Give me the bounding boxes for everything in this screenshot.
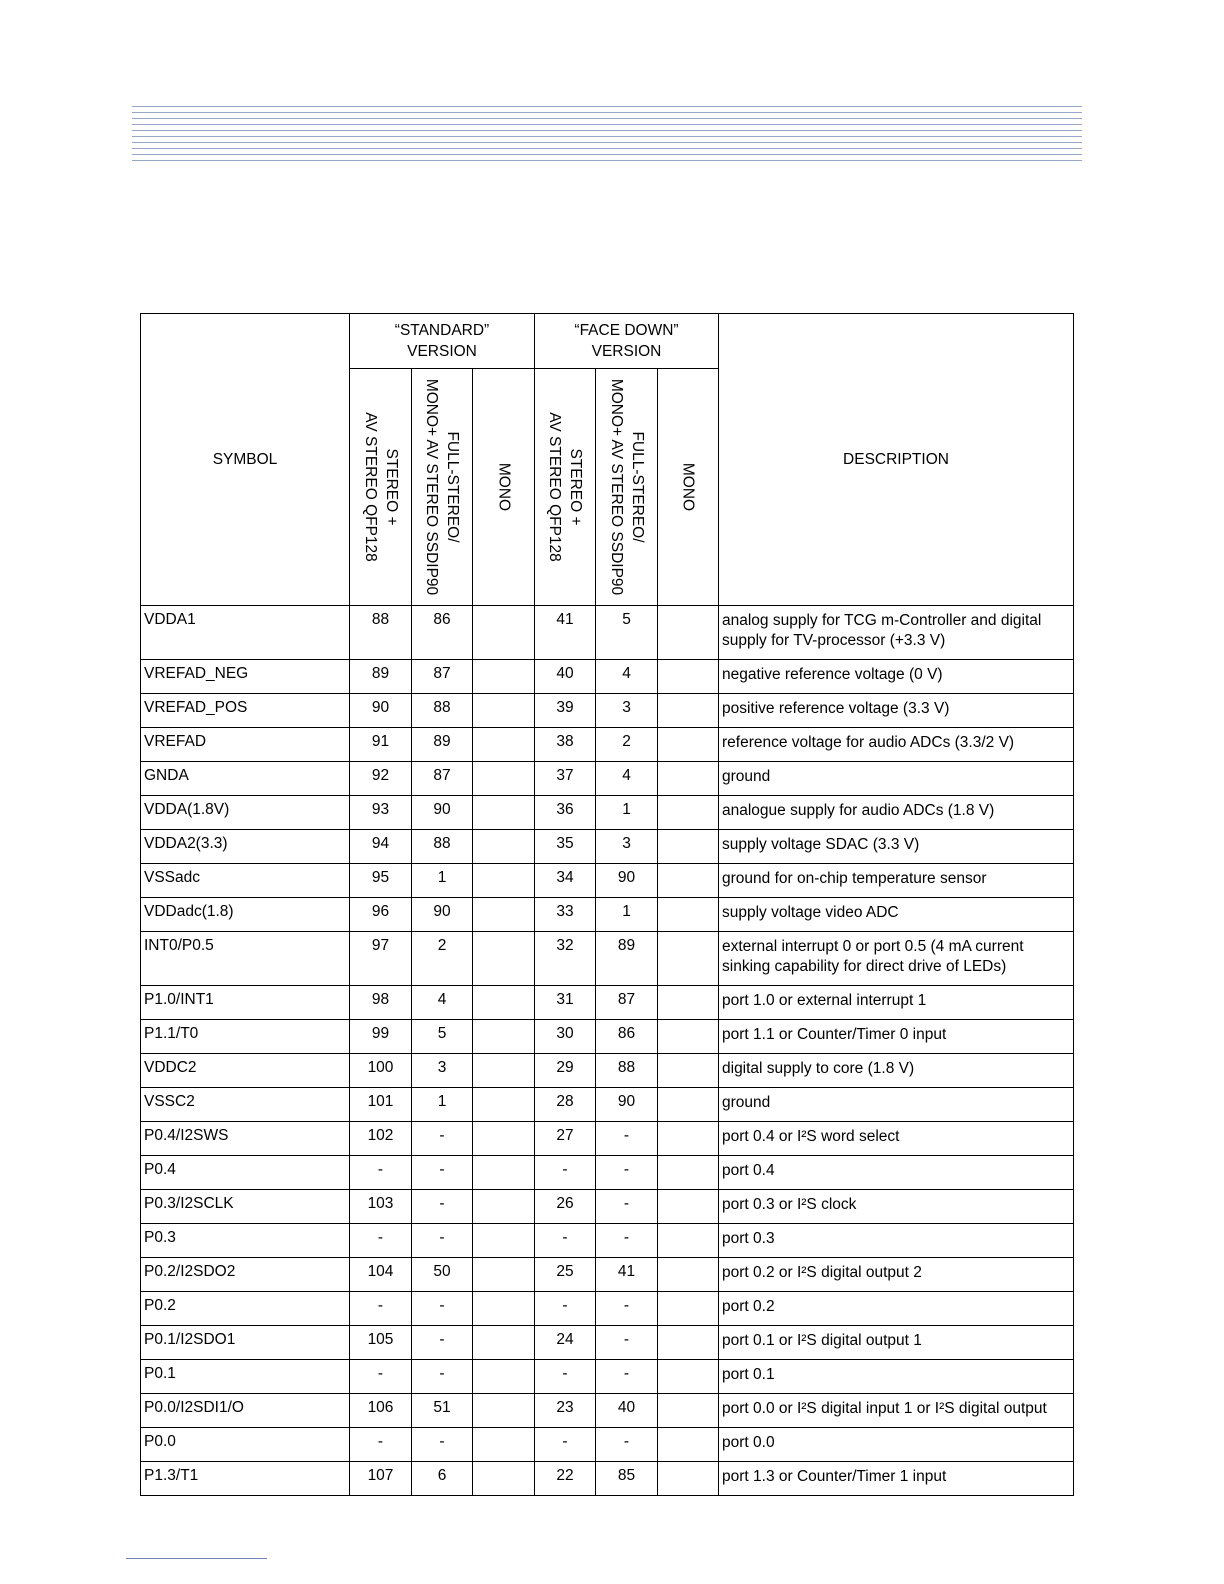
symbol-cell: VSSadc: [141, 864, 350, 898]
standard-mono-pin: [473, 660, 535, 694]
standard-mono-pin: [473, 606, 535, 660]
standard-mono-pin: [473, 1020, 535, 1054]
face-down-qfp128-pin: -: [535, 1360, 596, 1394]
symbol-cell: P0.3/I2SCLK: [141, 1190, 350, 1224]
standard-ssdip90-pin: 87: [412, 660, 473, 694]
col-standard-stereo-qfp128: STEREO + AV STEREO QFP128: [350, 369, 412, 606]
face-down-mono-pin: [658, 1428, 719, 1462]
face-down-mono-pin: [658, 898, 719, 932]
symbol-cell: P0.2: [141, 1292, 350, 1326]
col-face-down-stereo-qfp128: STEREO + AV STEREO QFP128: [535, 369, 596, 606]
pin-rows: [141, 606, 1074, 1496]
symbol-cell: VDDadc(1.8): [141, 898, 350, 932]
standard-mono-pin: [473, 1258, 535, 1292]
face-down-qfp128-pin: 37: [535, 762, 596, 796]
standard-mono-pin: [473, 1122, 535, 1156]
standard-ssdip90-pin: -: [412, 1122, 473, 1156]
pin-description-table: [140, 313, 1074, 1496]
symbol-cell: VDDA(1.8V): [141, 796, 350, 830]
symbol-cell: P0.1: [141, 1360, 350, 1394]
standard-ssdip90-pin: 87: [412, 762, 473, 796]
standard-qfp128-pin: -: [350, 1224, 412, 1258]
face-down-mono-pin: [658, 660, 719, 694]
standard-ssdip90-pin: -: [412, 1224, 473, 1258]
description-cell: reference voltage for audio ADCs (3.3/2 V): [719, 728, 1074, 762]
symbol-cell: P1.0/INT1: [141, 986, 350, 1020]
standard-qfp128-pin: 91: [350, 728, 412, 762]
face-down-qfp128-pin: -: [535, 1292, 596, 1326]
standard-qfp128-pin: 89: [350, 660, 412, 694]
face-down-mono-pin: [658, 1326, 719, 1360]
face-down-qfp128-pin: 34: [535, 864, 596, 898]
description-cell: port 0.0: [719, 1428, 1074, 1462]
standard-qfp128-pin: 104: [350, 1258, 412, 1292]
face-down-mono-pin: [658, 1258, 719, 1292]
face-down-qfp128-pin: 31: [535, 986, 596, 1020]
description-cell: ground: [719, 762, 1074, 796]
face-down-qfp128-pin: 27: [535, 1122, 596, 1156]
face-down-ssdip90-pin: -: [596, 1224, 658, 1258]
standard-qfp128-pin: 107: [350, 1462, 412, 1496]
face-down-ssdip90-pin: 4: [596, 762, 658, 796]
description-cell: negative reference voltage (0 V): [719, 660, 1074, 694]
face-down-mono-pin: [658, 694, 719, 728]
face-down-qfp128-pin: 28: [535, 1088, 596, 1122]
symbol-cell: VDDA2(3.3): [141, 830, 350, 864]
face-down-mono-pin: [658, 1224, 719, 1258]
face-down-qfp128-pin: 25: [535, 1258, 596, 1292]
standard-ssdip90-pin: -: [412, 1428, 473, 1462]
standard-qfp128-pin: 100: [350, 1054, 412, 1088]
face-down-qfp128-pin: 38: [535, 728, 596, 762]
standard-ssdip90-pin: 88: [412, 830, 473, 864]
description-cell: port 0.4 or I²S word select: [719, 1122, 1074, 1156]
face-down-qfp128-pin: -: [535, 1224, 596, 1258]
table-row: [141, 1394, 1074, 1428]
symbol-cell: P0.4/I2SWS: [141, 1122, 350, 1156]
face-down-qfp128-pin: 40: [535, 660, 596, 694]
face-down-qfp128-pin: -: [535, 1428, 596, 1462]
standard-ssdip90-pin: 6: [412, 1462, 473, 1496]
standard-mono-pin: [473, 1394, 535, 1428]
symbol-cell: P1.3/T1: [141, 1462, 350, 1496]
table-row: [141, 1020, 1074, 1054]
face-down-ssdip90-pin: -: [596, 1190, 658, 1224]
standard-ssdip90-pin: 89: [412, 728, 473, 762]
table-row: [141, 1224, 1074, 1258]
face-down-mono-pin: [658, 728, 719, 762]
symbol-cell: P1.1/T0: [141, 1020, 350, 1054]
standard-qfp128-pin: 97: [350, 932, 412, 986]
face-down-ssdip90-pin: 89: [596, 932, 658, 986]
face-down-mono-pin: [658, 1088, 719, 1122]
face-down-qfp128-pin: 22: [535, 1462, 596, 1496]
standard-qfp128-pin: 92: [350, 762, 412, 796]
table-row: [141, 728, 1074, 762]
standard-ssdip90-pin: 2: [412, 932, 473, 986]
standard-qfp128-pin: 102: [350, 1122, 412, 1156]
standard-qfp128-pin: 98: [350, 986, 412, 1020]
face-down-ssdip90-pin: 1: [596, 796, 658, 830]
description-cell: port 0.2: [719, 1292, 1074, 1326]
standard-ssdip90-pin: 3: [412, 1054, 473, 1088]
standard-mono-pin: [473, 728, 535, 762]
description-cell: analog supply for TCG m-Controller and digital supply for TV-processor (+3.3 V): [719, 606, 1074, 660]
face-down-ssdip90-pin: 5: [596, 606, 658, 660]
table-row: [141, 660, 1074, 694]
table-row: [141, 1122, 1074, 1156]
standard-mono-pin: [473, 986, 535, 1020]
standard-ssdip90-pin: 86: [412, 606, 473, 660]
table-row: [141, 1054, 1074, 1088]
face-down-qfp128-pin: 23: [535, 1394, 596, 1428]
standard-ssdip90-pin: 1: [412, 864, 473, 898]
standard-qfp128-pin: -: [350, 1428, 412, 1462]
standard-ssdip90-pin: 51: [412, 1394, 473, 1428]
symbol-cell: VREFAD_NEG: [141, 660, 350, 694]
face-down-ssdip90-pin: 1: [596, 898, 658, 932]
description-cell: port 0.4: [719, 1156, 1074, 1190]
symbol-cell: P0.1/I2SDO1: [141, 1326, 350, 1360]
standard-ssdip90-pin: 1: [412, 1088, 473, 1122]
standard-mono-pin: [473, 1224, 535, 1258]
face-down-qfp128-pin: 36: [535, 796, 596, 830]
table-row: [141, 1326, 1074, 1360]
face-down-ssdip90-pin: 88: [596, 1054, 658, 1088]
face-down-ssdip90-pin: -: [596, 1326, 658, 1360]
face-down-qfp128-pin: 35: [535, 830, 596, 864]
table-row: [141, 1258, 1074, 1292]
face-down-ssdip90-pin: 3: [596, 694, 658, 728]
table-row: [141, 932, 1074, 986]
standard-qfp128-pin: 105: [350, 1326, 412, 1360]
face-down-mono-pin: [658, 830, 719, 864]
description-cell: port 0.0 or I²S digital input 1 or I²S digital output: [719, 1394, 1074, 1428]
table-row: [141, 694, 1074, 728]
face-down-ssdip90-pin: 4: [596, 660, 658, 694]
symbol-cell: VDDA1: [141, 606, 350, 660]
standard-mono-pin: [473, 898, 535, 932]
face-down-mono-pin: [658, 986, 719, 1020]
description-header: DESCRIPTION: [719, 314, 1074, 606]
table-row: [141, 986, 1074, 1020]
standard-ssdip90-pin: -: [412, 1292, 473, 1326]
footer-rule: [126, 1558, 267, 1559]
table-row: [141, 606, 1074, 660]
standard-qfp128-pin: -: [350, 1156, 412, 1190]
standard-mono-pin: [473, 830, 535, 864]
table-row: [141, 1088, 1074, 1122]
symbol-cell: VREFAD_POS: [141, 694, 350, 728]
standard-mono-pin: [473, 1428, 535, 1462]
standard-mono-pin: [473, 1462, 535, 1496]
table-row: [141, 898, 1074, 932]
table-row: [141, 1292, 1074, 1326]
standard-qfp128-pin: -: [350, 1360, 412, 1394]
face-down-qfp128-pin: 24: [535, 1326, 596, 1360]
symbol-cell: P0.0: [141, 1428, 350, 1462]
face-down-ssdip90-pin: 87: [596, 986, 658, 1020]
table-row: [141, 796, 1074, 830]
standard-mono-pin: [473, 1326, 535, 1360]
standard-ssdip90-pin: -: [412, 1360, 473, 1394]
face-down-ssdip90-pin: 40: [596, 1394, 658, 1428]
standard-qfp128-pin: 99: [350, 1020, 412, 1054]
face-down-mono-pin: [658, 1190, 719, 1224]
standard-mono-pin: [473, 1360, 535, 1394]
standard-mono-pin: [473, 694, 535, 728]
standard-ssdip90-pin: 88: [412, 694, 473, 728]
face-down-ssdip90-pin: 85: [596, 1462, 658, 1496]
face-down-mono-pin: [658, 1360, 719, 1394]
symbol-cell: VDDC2: [141, 1054, 350, 1088]
col-face-down-mono: MONO: [658, 369, 719, 606]
face-down-ssdip90-pin: 3: [596, 830, 658, 864]
col-standard-mono: MONO: [473, 369, 535, 606]
col-standard-ssdip90: FULL-STEREO/ MONO+ AV STEREO SSDIP90: [412, 369, 473, 606]
description-cell: port 0.1 or I²S digital output 1: [719, 1326, 1074, 1360]
header-stripes: [132, 106, 1082, 161]
table-row: [141, 1156, 1074, 1190]
standard-qfp128-pin: 103: [350, 1190, 412, 1224]
col-face-down-ssdip90: FULL-STEREO/ MONO+ AV STEREO SSDIP90: [596, 369, 658, 606]
standard-ssdip90-pin: -: [412, 1326, 473, 1360]
standard-mono-pin: [473, 1292, 535, 1326]
face-down-mono-pin: [658, 1156, 719, 1190]
symbol-header: SYMBOL: [141, 314, 350, 606]
face-down-ssdip90-pin: 2: [596, 728, 658, 762]
description-cell: port 0.1: [719, 1360, 1074, 1394]
face-down-mono-pin: [658, 1394, 719, 1428]
face-down-mono-pin: [658, 796, 719, 830]
standard-qfp128-pin: 101: [350, 1088, 412, 1122]
description-cell: port 1.1 or Counter/Timer 0 input: [719, 1020, 1074, 1054]
symbol-cell: P0.3: [141, 1224, 350, 1258]
face-down-mono-pin: [658, 1122, 719, 1156]
standard-mono-pin: [473, 796, 535, 830]
face-down-ssdip90-pin: -: [596, 1122, 658, 1156]
table-row: [141, 1190, 1074, 1224]
face-down-mono-pin: [658, 864, 719, 898]
symbol-cell: P0.0/I2SDI1/O: [141, 1394, 350, 1428]
standard-mono-pin: [473, 762, 535, 796]
face-down-ssdip90-pin: -: [596, 1292, 658, 1326]
standard-ssdip90-pin: 5: [412, 1020, 473, 1054]
face-down-qfp128-pin: 32: [535, 932, 596, 986]
face-down-qfp128-pin: 41: [535, 606, 596, 660]
standard-mono-pin: [473, 1190, 535, 1224]
face-down-version-header: “FACE DOWN” VERSION: [535, 314, 719, 369]
description-cell: port 0.2 or I²S digital output 2: [719, 1258, 1074, 1292]
description-cell: positive reference voltage (3.3 V): [719, 694, 1074, 728]
face-down-qfp128-pin: 33: [535, 898, 596, 932]
standard-ssdip90-pin: -: [412, 1190, 473, 1224]
standard-mono-pin: [473, 1088, 535, 1122]
symbol-cell: VSSC2: [141, 1088, 350, 1122]
standard-qfp128-pin: 106: [350, 1394, 412, 1428]
face-down-qfp128-pin: 30: [535, 1020, 596, 1054]
standard-qfp128-pin: 95: [350, 864, 412, 898]
face-down-ssdip90-pin: 86: [596, 1020, 658, 1054]
standard-mono-pin: [473, 1156, 535, 1190]
face-down-ssdip90-pin: 90: [596, 864, 658, 898]
standard-mono-pin: [473, 1054, 535, 1088]
face-down-ssdip90-pin: -: [596, 1428, 658, 1462]
standard-ssdip90-pin: 90: [412, 898, 473, 932]
standard-ssdip90-pin: 4: [412, 986, 473, 1020]
face-down-mono-pin: [658, 932, 719, 986]
face-down-ssdip90-pin: -: [596, 1156, 658, 1190]
standard-qfp128-pin: 93: [350, 796, 412, 830]
face-down-qfp128-pin: 29: [535, 1054, 596, 1088]
symbol-cell: VREFAD: [141, 728, 350, 762]
standard-ssdip90-pin: 50: [412, 1258, 473, 1292]
face-down-mono-pin: [658, 762, 719, 796]
description-cell: supply voltage video ADC: [719, 898, 1074, 932]
face-down-mono-pin: [658, 606, 719, 660]
description-cell: port 1.0 or external interrupt 1: [719, 986, 1074, 1020]
face-down-mono-pin: [658, 1054, 719, 1088]
standard-ssdip90-pin: 90: [412, 796, 473, 830]
table-row: [141, 762, 1074, 796]
description-cell: ground: [719, 1088, 1074, 1122]
face-down-qfp128-pin: -: [535, 1156, 596, 1190]
description-cell: analogue supply for audio ADCs (1.8 V): [719, 796, 1074, 830]
standard-qfp128-pin: 96: [350, 898, 412, 932]
face-down-mono-pin: [658, 1462, 719, 1496]
face-down-ssdip90-pin: 90: [596, 1088, 658, 1122]
face-down-mono-pin: [658, 1020, 719, 1054]
standard-qfp128-pin: -: [350, 1292, 412, 1326]
description-cell: port 1.3 or Counter/Timer 1 input: [719, 1462, 1074, 1496]
table-row: [141, 1462, 1074, 1496]
symbol-cell: P0.4: [141, 1156, 350, 1190]
face-down-qfp128-pin: 39: [535, 694, 596, 728]
description-cell: port 0.3 or I²S clock: [719, 1190, 1074, 1224]
table-row: [141, 1360, 1074, 1394]
description-cell: external interrupt 0 or port 0.5 (4 mA current sinking capability for direct drive of LEDs): [719, 932, 1074, 986]
table-row: [141, 1428, 1074, 1462]
description-cell: digital supply to core (1.8 V): [719, 1054, 1074, 1088]
face-down-ssdip90-pin: 41: [596, 1258, 658, 1292]
standard-ssdip90-pin: -: [412, 1156, 473, 1190]
table-row: [141, 830, 1074, 864]
description-cell: supply voltage SDAC (3.3 V): [719, 830, 1074, 864]
face-down-mono-pin: [658, 1292, 719, 1326]
symbol-cell: GNDA: [141, 762, 350, 796]
standard-mono-pin: [473, 932, 535, 986]
standard-version-header: “STANDARD” VERSION: [350, 314, 535, 369]
standard-qfp128-pin: 94: [350, 830, 412, 864]
description-cell: ground for on-chip temperature sensor: [719, 864, 1074, 898]
face-down-qfp128-pin: 26: [535, 1190, 596, 1224]
description-cell: port 0.3: [719, 1224, 1074, 1258]
symbol-cell: INT0/P0.5: [141, 932, 350, 986]
standard-qfp128-pin: 90: [350, 694, 412, 728]
standard-qfp128-pin: 88: [350, 606, 412, 660]
table-row: [141, 864, 1074, 898]
face-down-ssdip90-pin: -: [596, 1360, 658, 1394]
symbol-cell: P0.2/I2SDO2: [141, 1258, 350, 1292]
standard-mono-pin: [473, 864, 535, 898]
